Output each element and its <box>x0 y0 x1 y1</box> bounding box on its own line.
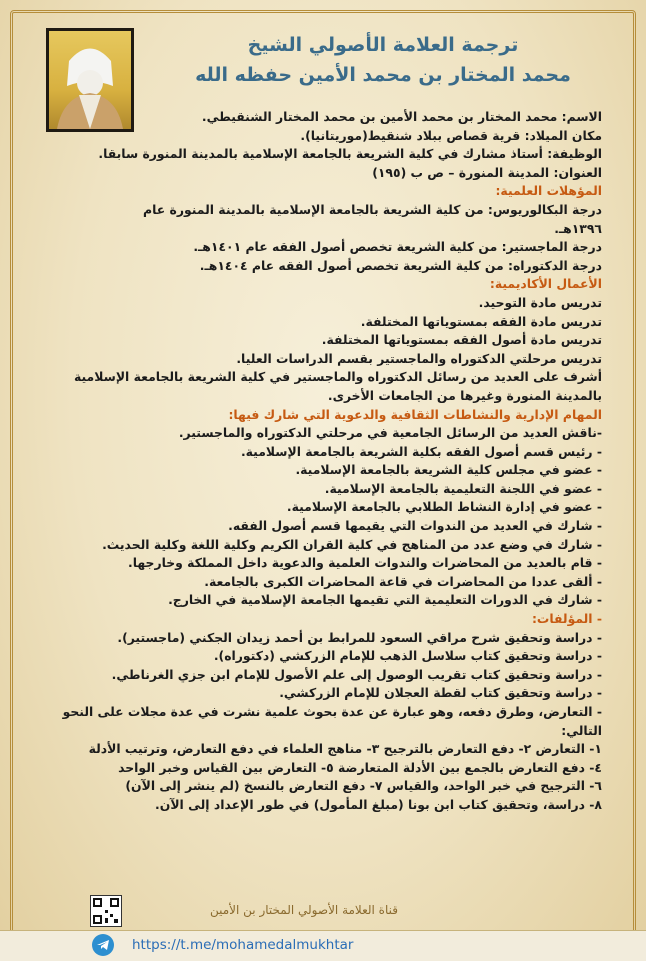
text-line: الاسم: محمد المختار بن محمد الأمين بن محمد المختار الشنقيطي. <box>201 109 602 124</box>
telegram-link[interactable]: https://t.me/mohamedalmukhtar <box>132 937 354 953</box>
section-heading: الأعمال الأكاديمية: <box>489 276 602 292</box>
text-line: - ألقى عددا من المحاضرات في قاعة المحاضرات الكبرى بالجامعة. <box>204 573 602 589</box>
biography-content <box>52 108 602 815</box>
title-block <box>150 34 616 86</box>
text-line: درجة الدكتوراه: من كلية الشريعة تخصص أصول الفقه عام ١٤٠٤هـ. <box>199 257 602 273</box>
text-line: ٤- دفع التعارض بالجمع بين الأدلة المتعارضة ٥- التعارض بين القياس وخبر الواحد <box>118 759 602 775</box>
title-line-1: ترجمة العلامة الأصولي الشيخ <box>247 34 519 56</box>
text-line: - دراسة وتحقيق كتاب لقطة العجلان للإمام الزركشي. <box>279 685 602 701</box>
text-line: تدريس مرحلتي الدكتوراه والماجستير بقسم الدراسات العليا. <box>236 350 602 366</box>
text-line: - عضو في مجلس كلية الشريعة بالجامعة الإسلامية. <box>295 462 602 478</box>
channel-caption: قناة العلامة الأصولي المختار بن الأمين <box>210 903 398 917</box>
text-line: - عضو في إدارة النشاط الطلابي بالجامعة الإسلامية. <box>286 499 602 515</box>
text-line: ٨- دراسة، وتحقيق كتاب ابن بونا (مبلغ المأمول) في طور الإعداد إلى الآن. <box>155 796 602 812</box>
text-line: بالمدينة المنورة وغيرها من الجامعات الأخرى. <box>327 387 602 403</box>
text-line: - عضو في اللجنة التعليمية بالجامعة الإسلامية. <box>324 480 602 496</box>
text-line: درجة الماجستير: من كلية الشريعة تخصص أصول الفقه عام ١٤٠١هـ. <box>193 239 602 255</box>
text-line: أشرف على العديد من رسائل الدكتوراه والماجستير في كلية الشريعة بالجامعة الإسلامية <box>73 369 602 385</box>
section-heading: المهام الإدارية والنشاطات الثقافية والدعوية التي شارك فيها: <box>228 406 602 422</box>
text-line: العنوان: المدينة المنورة – ص ب (١٩٥) <box>372 164 602 180</box>
text-line: - قام بالعديد من المحاضرات والندوات العلمية والدعوية داخل المملكة وخارجها. <box>127 555 602 571</box>
section-heading: المؤهلات العلمية: <box>495 183 602 199</box>
telegram-icon[interactable] <box>92 934 114 956</box>
qr-code-icon <box>91 896 121 926</box>
text-line: - رئيس قسم أصول الفقه بكلية الشريعة بالجامعة الإسلامية. <box>240 443 602 459</box>
text-line: - دراسة وتحقيق كتاب سلاسل الذهب للإمام الزركشي (دكتوراه). <box>213 648 602 664</box>
text-line: ١٣٩٦هـ. <box>554 220 602 236</box>
text-line: - شارك في الدورات التعليمية التي تقيمها الجامعة الإسلامية في الخارج. <box>168 592 602 608</box>
text-line: ١- التعارض ٢- دفع التعارض بالترجيح ٣- مناهج العلماء في دفع التعارض، وترتيب الأدلة <box>88 741 602 757</box>
section-heading: - المؤلفات: <box>531 611 602 627</box>
text-line: -ناقش العديد من الرسائل الجامعية في مرحلتي الدكتوراه والماجستير. <box>178 425 602 441</box>
text-line: التالي: <box>561 722 602 738</box>
text-line: - التعارض، وطرق دفعه، وهو عبارة عن عدة بحوث علمية نشرت في عدة مجلات على النحو <box>62 704 602 719</box>
text-line: درجة البكالوريوس: من كلية الشريعة بالجامعة الإسلامية بالمدينة المنورة عام <box>143 201 602 217</box>
title-line-2: محمد المختار بن محمد الأمين حفظه الله <box>195 64 571 86</box>
text-line: تدريس مادة التوحيد. <box>478 294 602 310</box>
text-line: - شارك في العديد من الندوات التي يقيمها قسم أصول الفقه. <box>228 518 602 534</box>
text-line: - دراسة وتحقيق كتاب تقريب الوصول إلى علم الأصول للإمام ابن جزي الغرناطي. <box>111 666 602 682</box>
text-line: ٦- الترجيح في خبر الواحد، والقياس ٧- دفع التعارض بالنسخ (لم ينشر إلى الآن) <box>125 778 602 794</box>
qr-code <box>90 895 122 927</box>
text-line: تدريس مادة الفقه بمستوياتها المختلفة. <box>360 313 602 329</box>
text-line: تدريس مادة أصول الفقه بمستوياتها المختلفة. <box>321 332 602 348</box>
text-line: - شارك في وضع عدد من المناهج في كلية القران الكريم وكلية اللغة وكلية الحديث. <box>102 536 602 552</box>
text-line: - دراسة وتحقيق شرح مراقي السعود للمرابط بن أحمد زيدان الجكني (ماجستير). <box>117 629 602 645</box>
text-line: مكان الميلاد: قرية قصاص ببلاد شنقيط(موريتانيا). <box>300 127 602 143</box>
text-line: الوظيفة: أستاذ مشارك في كلية الشريعة بالجامعة الإسلامية بالمدينة المنورة سابقا. <box>98 146 602 162</box>
